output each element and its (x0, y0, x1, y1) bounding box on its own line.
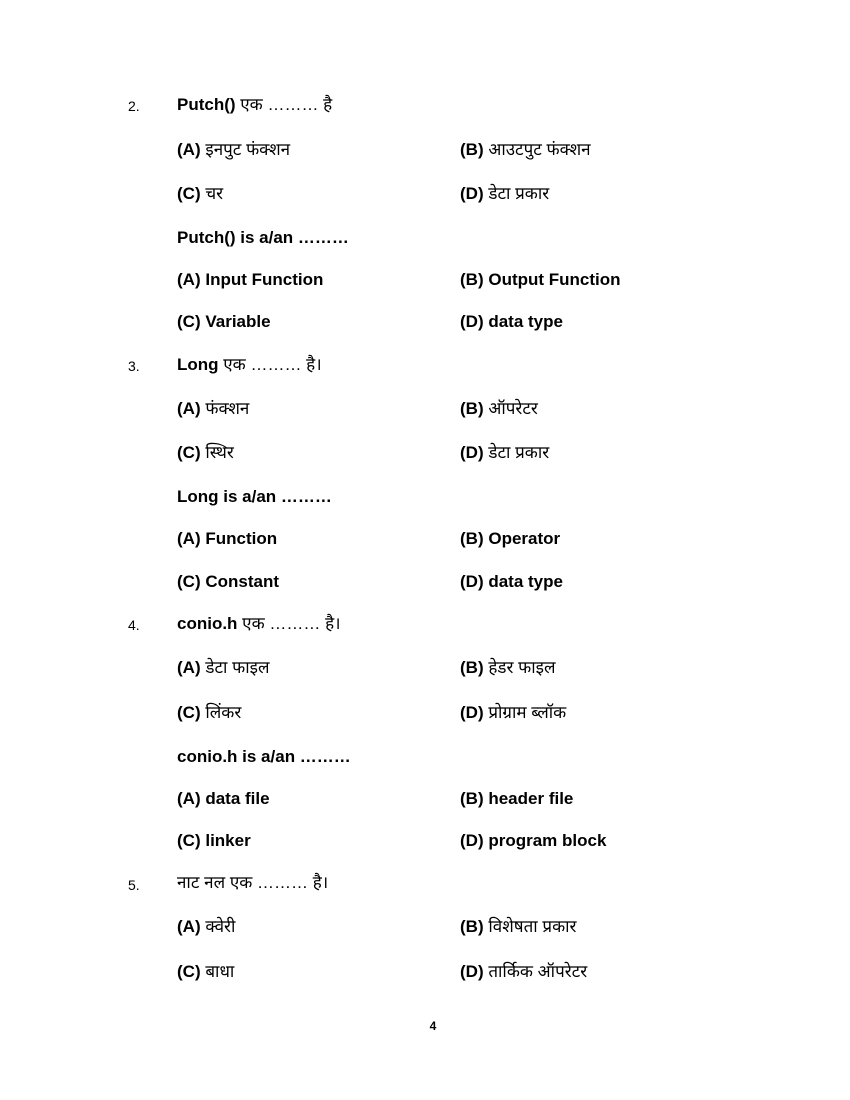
question-hindi: Putch() एक ……… है (177, 95, 333, 114)
option-english: (B) Operator (460, 529, 561, 548)
question-hindi: नाट नल एक ……… है। (177, 873, 329, 892)
option-hindi: (A) क्वेरी (177, 917, 236, 936)
option-hindi: (D) डेटा प्रकार (460, 184, 550, 203)
option-english: (C) Variable (177, 312, 271, 331)
option-english: (A) Input Function (177, 270, 324, 289)
question-number: 4. (128, 617, 140, 633)
option-hindi: (B) ऑपरेटर (460, 399, 538, 418)
option-english: (A) Function (177, 529, 278, 548)
question-english: Putch() is a/an ……… (177, 228, 349, 247)
option-english: (B) Output Function (460, 270, 621, 289)
option-english: (C) Constant (177, 572, 280, 591)
question-number: 5. (128, 877, 140, 893)
option-english: (D) data type (460, 312, 563, 331)
option-hindi: (A) फंक्शन (177, 399, 250, 418)
option-hindi: (C) बाधा (177, 962, 235, 981)
option-english: (B) header file (460, 789, 574, 808)
option-hindi: (B) हेडर फाइल (460, 658, 556, 677)
option-hindi: (C) स्थिर (177, 443, 234, 462)
option-hindi: (B) आउटपुट फंक्शन (460, 140, 591, 159)
option-hindi: (D) प्रोग्राम ब्लॉक (460, 703, 567, 722)
page-number: 4 (429, 1019, 437, 1033)
question-number: 3. (128, 358, 140, 374)
option-english: (C) linker (177, 831, 251, 850)
option-english: (A) data file (177, 789, 270, 808)
option-hindi: (A) इनपुट फंक्शन (177, 140, 291, 159)
question-number: 2. (128, 98, 140, 114)
option-hindi: (D) तार्किक ऑपरेटर (460, 962, 588, 981)
option-english: (D) data type (460, 572, 563, 591)
question-hindi: Long एक ……… है। (177, 355, 322, 374)
question-hindi: conio.h एक ……… है। (177, 614, 341, 633)
question-english: conio.h is a/an ……… (177, 747, 351, 766)
option-hindi: (C) चर (177, 184, 224, 203)
option-hindi: (C) लिंकर (177, 703, 242, 722)
option-english: (D) program block (460, 831, 607, 850)
option-hindi: (B) विशेषता प्रकार (460, 917, 577, 936)
option-hindi: (A) डेटा फाइल (177, 658, 270, 677)
question-english: Long is a/an ……… (177, 487, 332, 506)
option-hindi: (D) डेटा प्रकार (460, 443, 550, 462)
